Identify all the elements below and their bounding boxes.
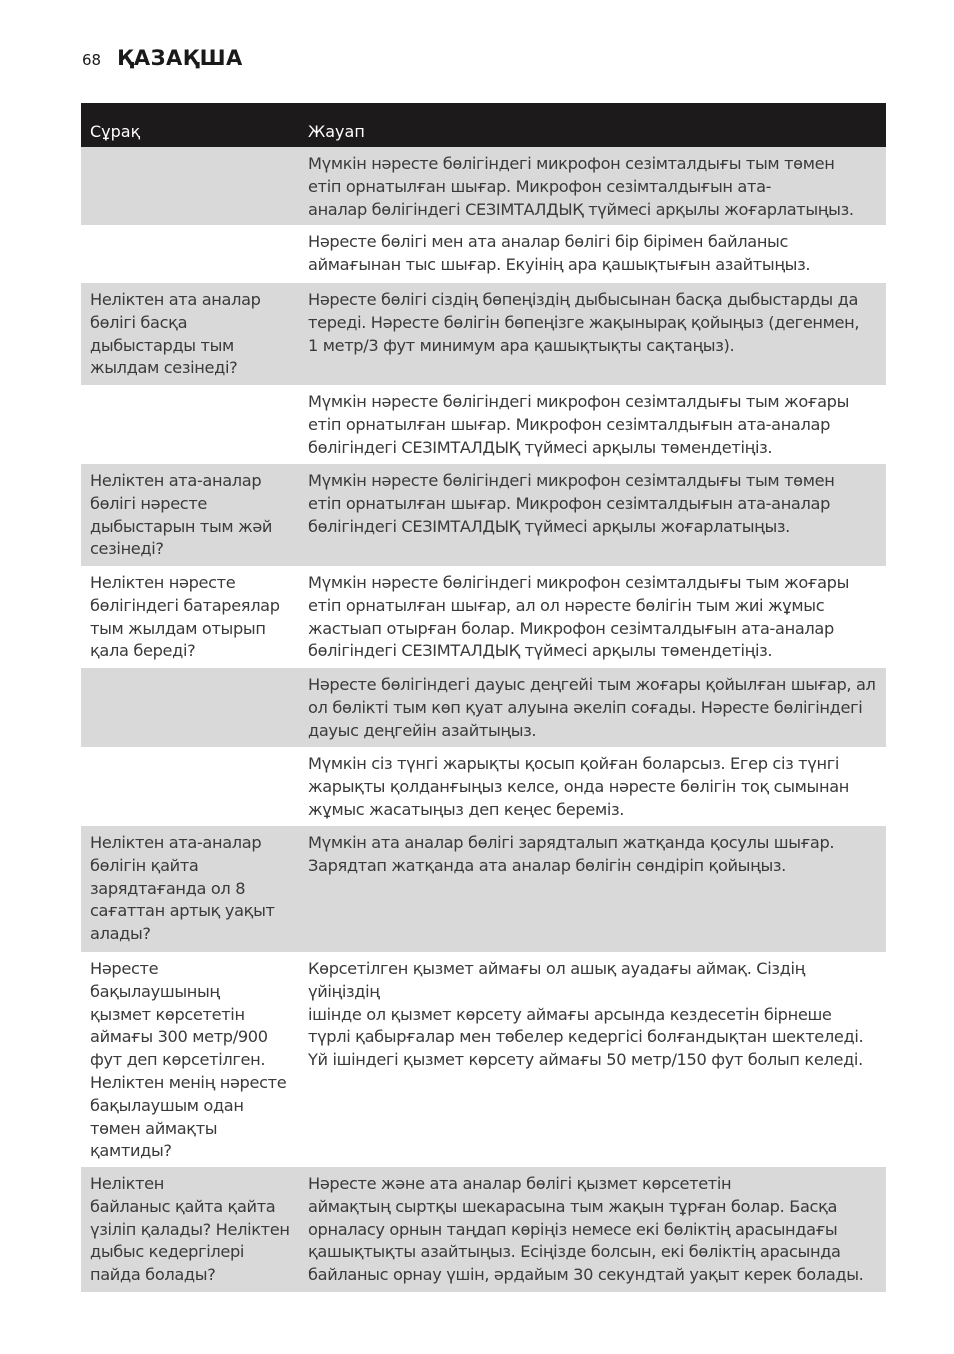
answer-cell: Көрсетілген қызмет аймағы ол ашық ауадағы аймақ. Сіздің үйіңіздің ішінде ол қызмет көрсету аймағы арсында кездесетін бірнеше түрлі қабырғалар мен төбелер кедергісі болғандықтан шектеледі. Үй ішіндегі қызмет көрсету аймағы 50 метр/150 фут болып келеді. (308, 959, 864, 1070)
question-cell: Нәресте бақылаушының қызмет көрсететін аймағы 300 метр/900 фут деп көрсетілген. Неліктен менің нәресте бақылаушым одан төмен аймақты қамтиды? (90, 959, 287, 1161)
table-row (81, 283, 886, 385)
answer-cell: Мүмкін ата аналар бөлігі зарядталып жатқанда қосулы шығар. Зарядтап жатқанда ата аналар бөлігін сөндіріп қойыңыз. (308, 833, 835, 875)
table-row (81, 668, 886, 747)
table-row (81, 566, 886, 668)
table-row (81, 826, 886, 952)
table-row (81, 747, 886, 826)
column-header-question: Сұрақ (90, 122, 141, 141)
question-cell: Неліктен ата аналар бөлігі басқа дыбыстарды тым жылдам сезінеді? (90, 290, 261, 378)
question-cell: Неліктен байланыс қайта қайта үзіліп қалады? Неліктен дыбыс кедергілері пайда болады? (90, 1174, 290, 1285)
faq-table (81, 103, 886, 1292)
answer-cell: Нәресте бөлігі сіздің бөпеңіздің дыбысынан басқа дыбыстарды да тереді. Нәресте бөлігін бөпеңізге жақынырақ қойыңыз (дегенмен, 1 метр/3 фут минимум ара қашықтықты сақтаңыз). (308, 290, 860, 355)
answer-cell: Мүмкін нәресте бөлігіндегі микрофон сезімталдығы тым төмен етіп орнатылған шығар. Микрофон сезімталдығын ата- аналар бөлігіндегі СЕЗІМТАЛДЫҚ түймесі арқылы жоғарлатыңыз. (308, 154, 854, 219)
table-row (81, 385, 886, 464)
answer-cell: Нәресте бөлігі мен ата аналар бөлігі бір бірімен байланыс аймағынан тыс шығар. Екуінің ара қашықтығын азайтыңыз. (308, 232, 811, 274)
table-row (81, 952, 886, 1167)
page-number: 68 (82, 51, 102, 69)
question-cell: Неліктен нәресте бөлігіндегі батареялар тым жылдам отырып қала береді? (90, 573, 280, 661)
answer-cell: Мүмкін сіз түнгі жарықты қосып қойған боларсыз. Егер сіз түнгі жарықты қолданғыңыз келсе, онда нәресте бөлігін тоқ сымынан жұмыс жасатыңыз деп кеңес береміз. (308, 754, 849, 819)
answer-cell: Нәресте және ата аналар бөлігі қызмет көрсететін аймақтың сыртқы шекарасына тым жақын тұрған болар. Басқа орналасу орнын таңдап көріңіз немесе екі бөліктің арасындағы қашықтықты азайтыңыз. Есіңізде болсын, екі бөліктің арасында байланыс орнау үшін, әрдайым 30 секундтай уақыт керек болады. (308, 1174, 864, 1285)
answer-cell: Мүмкін нәресте бөлігіндегі микрофон сезімталдығы тым жоғары етіп орнатылған шығар. Микрофон сезімталдығын ата-аналар бөлігіндегі СЕЗІМТАЛДЫҚ түймесі арқылы төмендетіңіз. (308, 392, 850, 457)
table-header (81, 103, 886, 147)
section-title: ҚАЗАҚША (117, 46, 243, 70)
table-row (81, 225, 886, 283)
question-cell: Неліктен ата-аналар бөлігі нәресте дыбыстарын тым жәй сезінеді? (90, 471, 273, 559)
question-cell: Неліктен ата-аналар бөлігін қайта зарядтағанда ол 8 сағаттан артық уақыт алады? (90, 833, 275, 944)
answer-cell: Мүмкін нәресте бөлігіндегі микрофон сезімталдығы тым жоғары етіп орнатылған шығар, ал ол нәресте бөлігін тым жиі жұмыс жастыап отырған болар. Микрофон сезімталдығын ата-аналар бөлігіндегі СЕЗІМТАЛДЫҚ түймесі арқылы төмендетіңіз. (308, 573, 850, 661)
answer-cell: Мүмкін нәресте бөлігіндегі микрофон сезімталдығы тым төмен етіп орнатылған шығар. Микрофон сезімталдығын ата-аналар бөлігіндегі СЕЗІМТАЛДЫҚ түймесі арқылы жоғарлатыңыз. (308, 471, 835, 536)
page-header (82, 46, 243, 76)
table-row (81, 464, 886, 566)
table-row (81, 147, 886, 225)
table-row (81, 1167, 886, 1292)
answer-cell: Нәресте бөлігіндегі дауыс деңгейі тым жоғары қойылған шығар, ал ол бөлікті тым көп қуат алуына әкеліп соғады. Нәресте бөлігіндегі дауыс деңгейін азайтыңыз. (308, 675, 876, 740)
column-header-answer: Жауап (308, 122, 365, 141)
